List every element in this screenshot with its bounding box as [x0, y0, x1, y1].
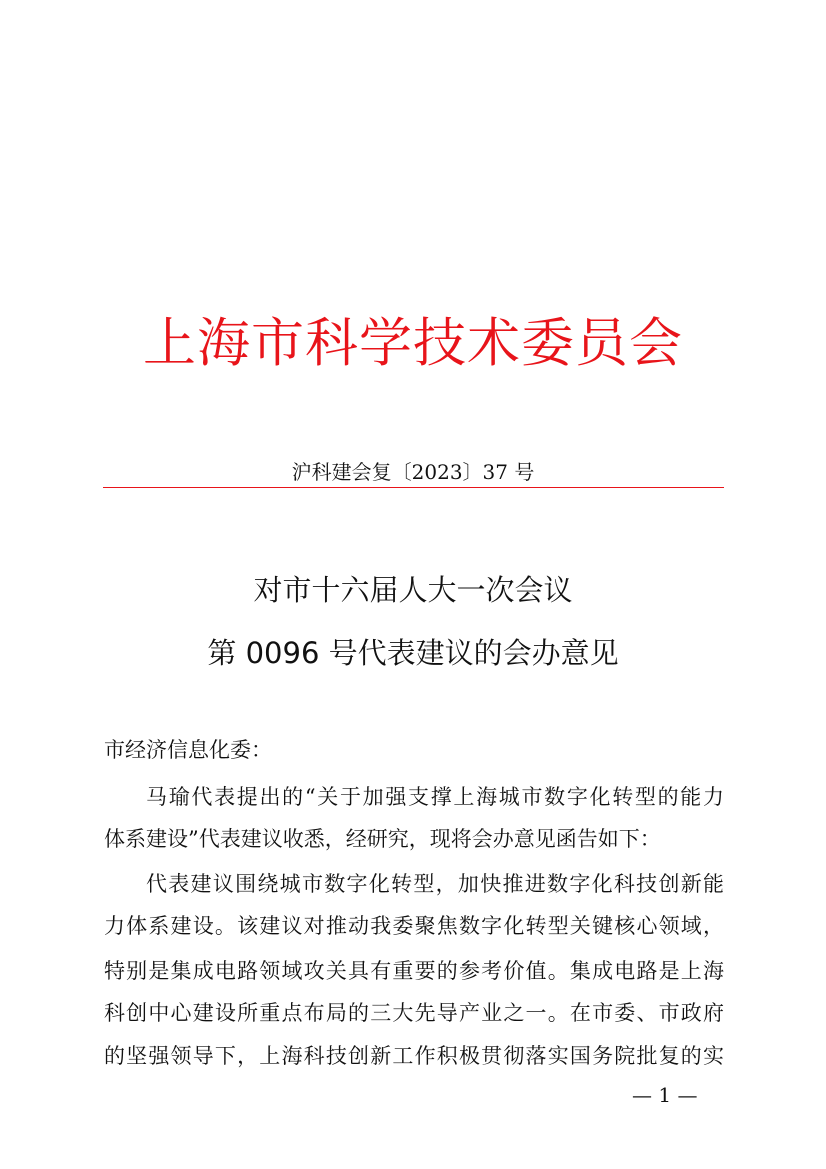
paragraph-2-line: 科创中心建设所重点布局的三大先导产业之一。在市委、市政府: [104, 1001, 724, 1025]
red-divider-line: [103, 487, 724, 488]
document-title-line-2: 第 0096 号代表建议的会办意见: [207, 636, 619, 670]
page-number: — 1 —: [632, 1083, 698, 1107]
organization-header: 上海市科学技术委员会: [143, 313, 683, 374]
document-number: 沪科建会复〔2023〕37 号: [291, 460, 535, 484]
paragraph-1-line: 马瑜代表提出的“关于加强支撑上海城市数字化转型的能力: [146, 785, 724, 809]
paragraph-1-line: 体系建设”代表建议收悉，经研究，现将会办意见函告如下：: [104, 827, 661, 851]
salutation: 市经济信息化委：: [104, 738, 272, 762]
paragraph-2-line: 代表建议围绕城市数字化转型，加快推进数字化科技创新能: [146, 872, 724, 896]
paragraph-2-line: 力体系建设。该建议对推动我委聚焦数字化转型关键核心领域，: [104, 914, 724, 938]
paragraph-2-line: 的坚强领导下，上海科技创新工作积极贯彻落实国务院批复的实: [104, 1044, 724, 1068]
paragraph-2-line: 特别是集成电路领域攻关具有重要的参考价值。集成电路是上海: [104, 959, 724, 983]
document-title-line-1: 对市十六届人大一次会议: [253, 573, 573, 607]
